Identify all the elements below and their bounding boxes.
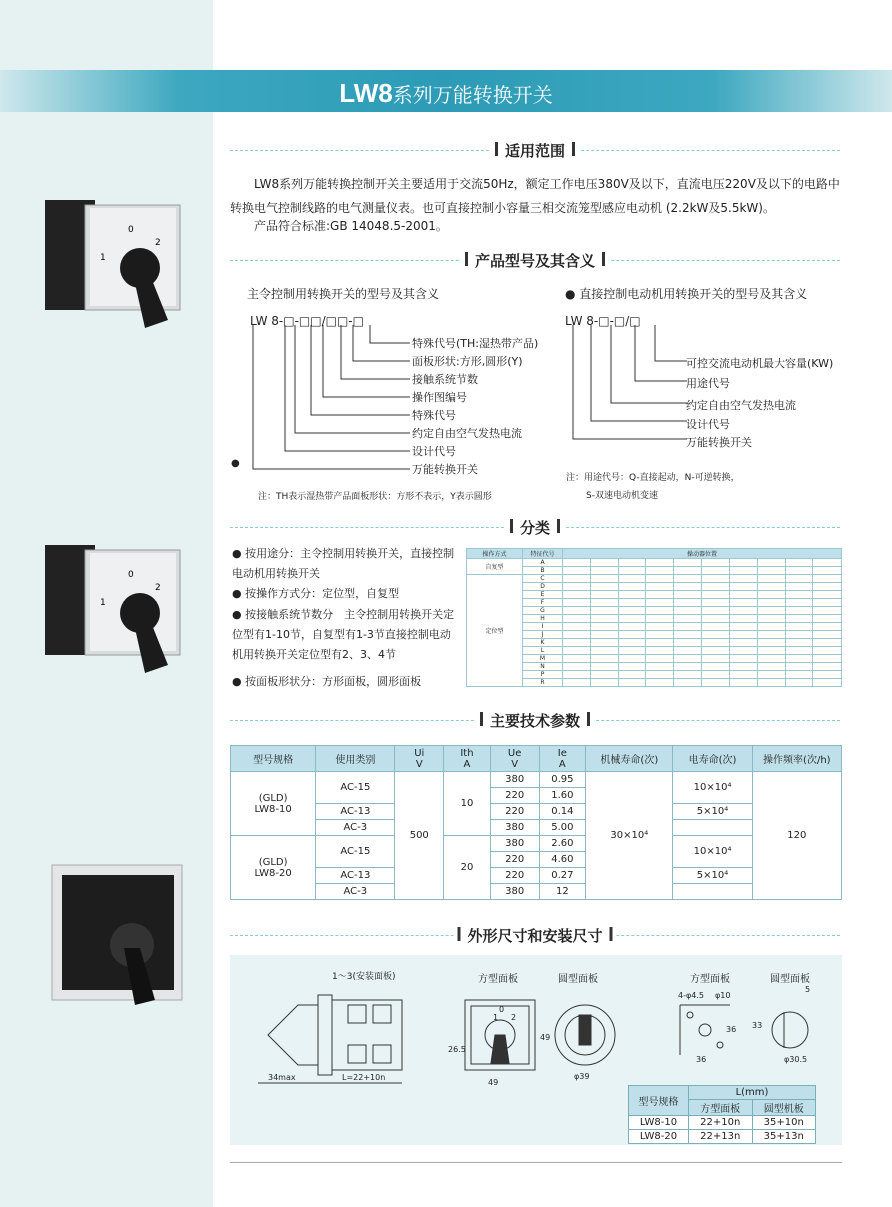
side-view-label: 1～3(安装面板) [332,972,396,982]
params-elec-life: 5×10⁴ [673,804,752,820]
dim-cell: 22+10n [689,1116,753,1130]
params-elec-life: 5×10⁴ [673,868,752,884]
model-left-item-6: 约定自由空气发热电流 [412,427,522,440]
classification-item-4: ● 按面板形状分：方形面板，圆形面板 [232,672,460,692]
side-dim-l: L=22+10n [342,1073,386,1082]
params-ie: 0.14 [539,804,586,820]
model-left-item-3: 接触系统节数 [412,373,478,386]
model-left-note: 注：TH表示湿热带产品面板形状：方形不表示，Y表示圆形 [258,492,492,502]
classification-item-1: ● 按用途分：主令控制用转换开关，直接控制电动机用转换开关 [232,544,460,584]
front-square-label: 方型面板 [478,974,518,985]
product-image-square-1 [40,190,190,340]
front-dim-49-h: 49 [488,1078,499,1087]
params-freq: 120 [752,772,841,900]
params-cat: AC-3 [316,820,395,836]
dim-cell: LW8-10 [629,1116,689,1130]
mount-round-label: 圆型面板 [770,974,810,985]
cls-code: K [523,639,563,647]
model-right-item-5: 万能转换开关 [686,436,752,449]
params-ith: 20 [444,836,491,900]
model-right-note-2: S-双速电动机变速 [586,491,658,501]
page-title: LW8系列万能转换开关 [339,78,553,108]
front-dim-49-v: 49 [540,1033,551,1042]
svg-text:0: 0 [128,225,134,235]
params-ue: 380 [490,884,539,900]
params-header: 机械寿命(次) [586,746,673,772]
model-right-item-1: 可控交流电动机最大容量(KW) [686,357,834,370]
cls-header-mode: 操作方式 [467,549,523,559]
dimension-table [628,1085,816,1144]
params-mech-life: 30×10⁴ [586,772,673,900]
params-ui: 500 [395,772,444,900]
params-ue: 220 [490,868,539,884]
params-ue: 220 [490,804,539,820]
classification-item-2: ● 按操作方式分：定位型，自复型 [232,584,460,604]
mount-dim-10: φ10 [715,991,731,1000]
svg-text:0: 0 [128,570,134,580]
params-cat: AC-13 [316,804,395,820]
cls-code: F [523,599,563,607]
params-ie: 4.60 [539,852,586,868]
model-left-item-5: 特殊代号 [412,409,456,422]
side-dim-34: 34max [268,1073,296,1082]
params-ue: 380 [490,772,539,788]
mount-dim-36-v: 36 [726,1025,737,1034]
model-right-item-3: 约定自由空气发热电流 [686,399,796,412]
params-ue: 380 [490,820,539,836]
mount-dim-30-5: φ30.5 [784,1055,808,1064]
operating-position-table [466,548,842,687]
dim-header-round: 圆型机板 [752,1100,816,1116]
cls-header-position: 操动器位置 [563,549,842,559]
cls-code: G [523,607,563,615]
front-pos-0: 0 [499,1005,505,1014]
svg-text:1: 1 [100,598,106,608]
cls-group-positioning: 定位型 [467,575,523,687]
params-elec-life: 10×10⁴ [673,836,752,868]
cls-code: A [523,559,563,567]
cls-code: J [523,631,563,639]
params-header: 型号规格 [231,746,316,772]
mount-dim-holes: 4-φ4.5 [678,991,704,1000]
front-round-label: 圆型面板 [558,974,598,985]
params-header: Ie A [539,746,586,772]
model-left-item-7: 设计代号 [412,445,456,458]
dim-cell: 35+10n [752,1116,816,1130]
mount-dim-5: 5 [805,985,811,994]
cls-header-code: 特征代号 [523,549,563,559]
model-left-leaders [245,325,415,475]
cls-code: I [523,623,563,631]
params-cat: AC-15 [316,772,395,804]
cls-code: D [523,583,563,591]
mount-dim-33: 33 [752,1021,763,1030]
cls-code: P [523,671,563,679]
model-left-item-8: 万能转换开关 [412,463,478,476]
model-left-item-2: 面板形状:方形,圆形(Y) [412,355,523,368]
product-image-square-2 [40,535,190,685]
params-cat: AC-15 [316,836,395,868]
dim-cell: 35+13n [752,1130,816,1144]
mount-dim-36-h: 36 [696,1055,707,1064]
front-pos-2: 2 [511,1013,517,1022]
cls-group-self-return: 自复型 [467,559,523,575]
model-right-item-4: 设计代号 [686,418,730,431]
params-header: 电寿命(次) [673,746,752,772]
model-left-code: LW 8-□-□□/□□-□ [250,314,364,328]
params-ue: 220 [490,788,539,804]
section-header-classification: 分类 [230,517,840,537]
params-ie: 0.95 [539,772,586,788]
cls-code: N [523,663,563,671]
params-table [230,745,842,900]
scope-standard: 产品符合标准:GB 14048.5-2001。 [254,219,448,233]
cls-code: B [523,567,563,575]
model-right-item-2: 用途代号 [686,377,730,390]
cls-code: E [523,591,563,599]
model-right-code: LW 8-□-□/□ [565,314,641,328]
section-header-dimensions: 外形尺寸和安装尺寸 [230,925,840,945]
cls-code: R [523,679,563,687]
product-image-round [40,860,190,1010]
dim-cell: LW8-20 [629,1130,689,1144]
section-header-model: 产品型号及其含义 [230,250,840,270]
dim-header-square: 方型面板 [689,1100,753,1116]
params-ie: 2.60 [539,836,586,852]
params-header: Ue V [490,746,539,772]
params-ie: 5.00 [539,820,586,836]
svg-text:2: 2 [155,583,161,593]
title-banner [0,70,892,112]
bottom-divider [230,1162,842,1163]
svg-text:2: 2 [155,238,161,248]
model-right-heading: ● 直接控制电动机用转换开关的型号及其含义 [565,287,808,301]
params-ith: 10 [444,772,491,836]
dim-header-model: 型号规格 [629,1086,689,1116]
bullet-dot: ● [231,458,240,469]
params-model-lw8-20: (GLD) LW8-20 [231,836,316,900]
model-right-leaders [565,325,690,445]
section-header-scope: 适用范围 [230,140,840,160]
params-ue: 220 [490,852,539,868]
classification-item-3: ● 按接触系统节数分 主令控制用转换开关定位型有1-10节，自复型有1-3节直接控制电动机用转换开关定位型有2、3、4节 [232,605,460,665]
params-header: 操作频率(次/h) [752,746,841,772]
cls-code: M [523,655,563,663]
params-cat: AC-3 [316,884,395,900]
params-ie: 1.60 [539,788,586,804]
scope-paragraph: LW8系列万能转换控制开关主要适用于交流50Hz，额定工作电压380V及以下，直流电压220V及以下的电路中转换电气控制线路的电气测量仪表。也可直接控制小容量三相交流笼型感应电动机 (2.2kW及5.5kW)。 [230,177,840,215]
cls-code: C [523,575,563,583]
params-cat: AC-13 [316,868,395,884]
cls-code: L [523,647,563,655]
section-header-params: 主要技术参数 [230,710,840,730]
front-dim-39: φ39 [574,1072,590,1081]
dim-cell: 22+13n [689,1130,753,1144]
model-left-heading: 主令控制用转换开关的型号及其含义 [247,287,440,301]
params-ie: 12 [539,884,586,900]
params-header: Ui V [395,746,444,772]
params-model-lw8-10: (GLD) LW8-10 [231,772,316,836]
params-ie: 0.27 [539,868,586,884]
model-left-item-4: 操作图编号 [412,391,467,404]
cls-code: H [523,615,563,623]
dim-header-l: L(mm) [689,1086,816,1100]
params-elec-life: 10×10⁴ [673,772,752,804]
mount-square-label: 方型面板 [690,974,730,985]
front-dim-26-5: 26.5 [448,1045,466,1054]
params-header: Ith A [444,746,491,772]
params-header: 使用类别 [316,746,395,772]
params-ue: 380 [490,836,539,852]
model-left-item-1: 特殊代号(TH:湿热带产品) [412,337,539,350]
front-pos-1: 1 [493,1013,499,1022]
svg-text:1: 1 [100,253,106,263]
model-right-note-1: 注：用途代号：Q-直接起动，N-可逆转换， [566,473,740,483]
